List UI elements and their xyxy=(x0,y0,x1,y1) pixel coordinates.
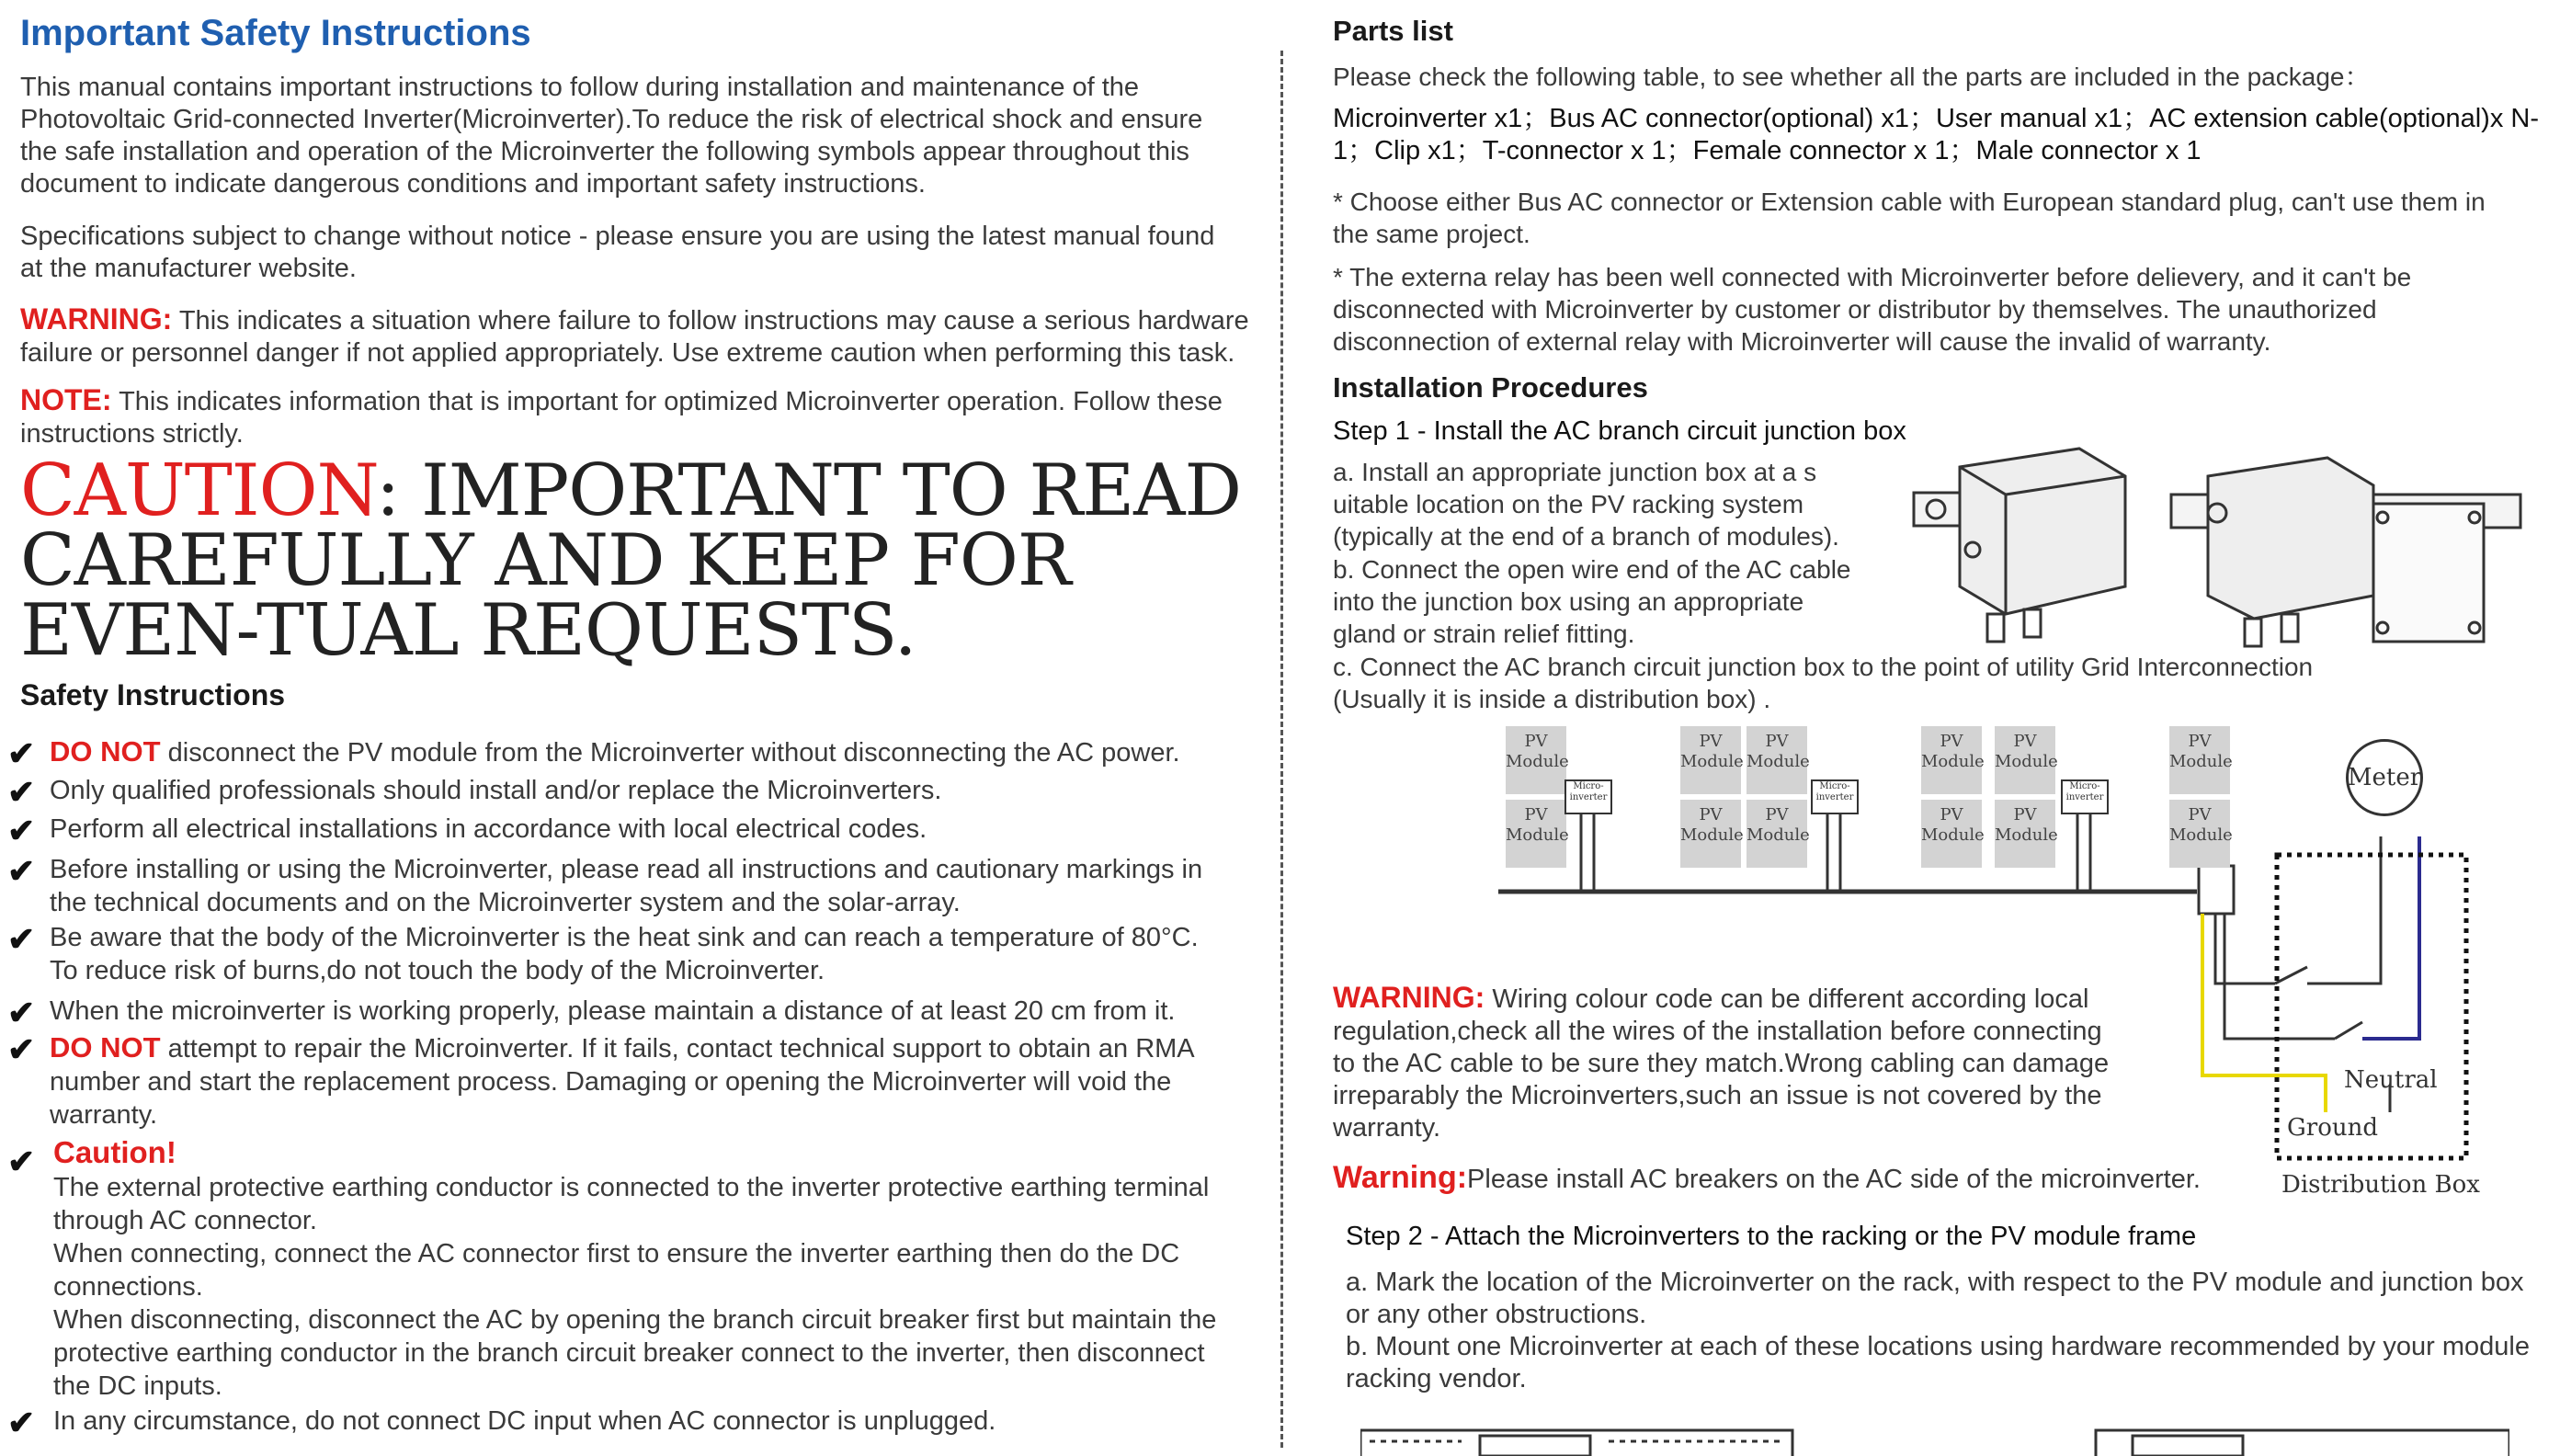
pv-module: PV Module xyxy=(1680,800,1741,868)
wiring-warning-label: WARNING: xyxy=(1333,981,1485,1014)
note-text: This indicates information that is important for optimized Microinverter operation. Follow these instructions strictly. xyxy=(20,387,1223,449)
microinverter: Micro-inverter xyxy=(1811,779,1859,814)
pv-module: PV Module xyxy=(1921,726,1982,794)
parts-list: Microinverter x1；Bus AC connector(optional) x1；User manual x1；AC extension cable(optional)x N-1；Clip x1；T-connector x 1；Female connector x 1；Male connector x 1 xyxy=(1333,104,2539,165)
check-icon: ✔ xyxy=(7,1030,36,1068)
parts-heading: Parts list xyxy=(1333,15,1453,47)
item-text: Be aware that the body of the Microinverter is the heat sink and can reach a temperature of 80°C. To reduce risk of burns,do not touch the body of the Microinverter. xyxy=(50,923,1199,985)
pv-module: PV Module xyxy=(2169,726,2230,794)
caution-line: When connecting, connect the AC connector first to ensure the inverter earthing then do the DC connections. xyxy=(53,1239,1180,1302)
breaker-warning-label: Warning: xyxy=(1333,1160,1468,1195)
item-emphasis: DO NOT xyxy=(50,1031,161,1064)
ground-label: Ground xyxy=(2287,1114,2378,1142)
wiring-warning-text: Wiring colour code can be different according local regulation,check all the wires of the installation before connecting to the AC cable to be sure they match.Wrong cabling can damage irreparably the Microinverters,such an issue is not covered by the warranty. xyxy=(1333,984,2110,1143)
pv-module: PV Module xyxy=(1995,726,2055,794)
check-icon: ✔ xyxy=(7,812,36,849)
caution-label: Caution! xyxy=(53,1135,176,1169)
caution-line: The external protective earthing conductor is connected to the inverter protective earthing terminal through AC connector. xyxy=(53,1173,1210,1235)
step2-a: a. Mark the location of the Microinverter on the rack, with respect to the PV module and junction box or any other obstructions. xyxy=(1346,1268,2524,1329)
step2-b: b. Mount one Microinverter at each of these locations using hardware recommended by your module racking vendor. xyxy=(1346,1332,2530,1393)
neutral-label: Neutral xyxy=(2344,1066,2438,1094)
note-external-relay: * The externa relay has been well connected with Microinverter before delievery, and it can't be disconnected with Microinverter by customer or distributor by themselves. The unauthorized disconnection of external relay with Microinverter will cause the invalid of warranty. xyxy=(1333,263,2412,356)
check-icon: ✔ xyxy=(7,734,36,772)
item-text: attempt to repair the Microinverter. If it fails, contact technical support to obtain an RMA number and start the replacement process. Damaging or opening the Microinverter will void the warranty. xyxy=(50,1034,1194,1130)
mounting-illustration xyxy=(1360,1421,2509,1456)
check-icon: ✔ xyxy=(7,1404,36,1441)
caution-banner xyxy=(20,449,1270,672)
wiring-diagram xyxy=(1498,726,2537,1223)
pv-module: PV Module xyxy=(1921,800,1982,868)
item-text: In any circumstance, do not connect DC input when AC connector is unplugged. xyxy=(53,1406,996,1436)
distribution-box-label: Distribution Box xyxy=(2281,1171,2480,1199)
breaker-warning-text: Please install AC breakers on the AC side of the microinverter. xyxy=(1467,1165,2201,1194)
check-icon: ✔ xyxy=(7,852,36,890)
item-text: disconnect the PV module from the Microinverter without disconnecting the AC power. xyxy=(160,738,1180,768)
pv-module: PV Module xyxy=(2169,800,2230,868)
step1-heading: Step 1 - Install the AC branch circuit junction box xyxy=(1333,416,1906,446)
meter-icon: Meter xyxy=(2346,739,2423,816)
pv-module: PV Module xyxy=(1746,726,1807,794)
spec-paragraph: Specifications subject to change without notice - please ensure you are using the latest manual found at the manufacturer website. xyxy=(20,222,1215,283)
pv-module: PV Module xyxy=(1995,800,2055,868)
check-icon: ✔ xyxy=(7,920,36,958)
junction-box-illustration xyxy=(1895,439,2539,651)
caution-line: When disconnecting, disconnect the AC by opening the branch circuit breaker first but maintain the protective earthing conductor in the branch circuit breaker connect to the inverter, then disconnect the DC inputs. xyxy=(53,1305,1217,1401)
step1-b: b. Connect the open wire end of the AC cable into the junction box using an appropriate gland or strain relief fitting. xyxy=(1333,555,1851,648)
note-bus-connector: * Choose either Bus AC connector or Extension cable with European standard plug, can't use them in the same project. xyxy=(1333,188,2486,248)
installation-heading: Installation Procedures xyxy=(1333,371,1648,404)
item-text: Before installing or using the Microinverter, please read all instructions and cautionary markings in the technical documents and on the Microinverter system and the solar-array. xyxy=(50,855,1203,917)
wiring-warning xyxy=(1333,982,2123,1144)
item-text: When the microinverter is working properly, please maintain a distance of at least 20 cm from it. xyxy=(50,996,1176,1026)
pv-module: PV Module xyxy=(1506,726,1566,794)
note-label: NOTE: xyxy=(20,383,112,416)
pv-module: PV Module xyxy=(1506,800,1566,868)
intro-paragraph: This manual contains important instructions to follow during installation and maintenance of the Photovoltaic Grid-connected Inverter(Microinverter).To reduce the risk of electrical shock and ensure the safe installation and operation of the Microinverter the following symbols appear throughout this document to indicate dangerous conditions and important safety instructions. xyxy=(20,73,1203,199)
warning-paragraph xyxy=(20,303,1252,370)
breaker-warning xyxy=(1333,1162,2215,1196)
caution-banner-text: : IMPORTANT TO READ CAREFULLY AND KEEP FOR EVEN-TUAL REQUESTS. xyxy=(20,449,1241,672)
warning-text: This indicates a situation where failure to follow instructions may cause a serious hardware failure or personnel danger if not applied appropriately. Use extreme caution when performing this task. xyxy=(20,306,1249,368)
pv-module: PV Module xyxy=(1680,726,1741,794)
caution-word: CAUTION xyxy=(20,449,376,532)
warning-label: WARNING: xyxy=(20,302,173,336)
pv-module: PV Module xyxy=(1746,800,1807,868)
microinverter: Micro-inverter xyxy=(1564,779,1612,814)
parts-intro: Please check the following table, to see whether all the parts are included in the package： xyxy=(1333,63,2371,91)
check-icon: ✔ xyxy=(7,994,36,1031)
column-divider xyxy=(1280,51,1283,1448)
item-text: Only qualified professionals should install and/or replace the Microinverters. xyxy=(50,776,942,805)
check-icon: ✔ xyxy=(7,1143,36,1180)
step1-c: c. Connect the AC branch circuit junction box to the point of utility Grid Interconnection (Usually it is inside a distribution box) . xyxy=(1333,653,2314,713)
item-emphasis: DO NOT xyxy=(50,735,161,768)
page-title: Important Safety Instructions xyxy=(20,13,531,53)
step1-a: a. Install an appropriate junction box at a s uitable location on the PV racking system (typically at the end of a branch of modules). xyxy=(1333,458,1839,551)
step2-heading: Step 2 - Attach the Microinverters to the racking or the PV module frame xyxy=(1346,1222,2197,1251)
check-icon: ✔ xyxy=(7,773,36,811)
safety-heading: Safety Instructions xyxy=(20,678,286,711)
microinverter: Micro-inverter xyxy=(2061,779,2109,814)
item-text: Perform all electrical installations in accordance with local electrical codes. xyxy=(50,814,927,844)
note-paragraph xyxy=(20,384,1252,450)
